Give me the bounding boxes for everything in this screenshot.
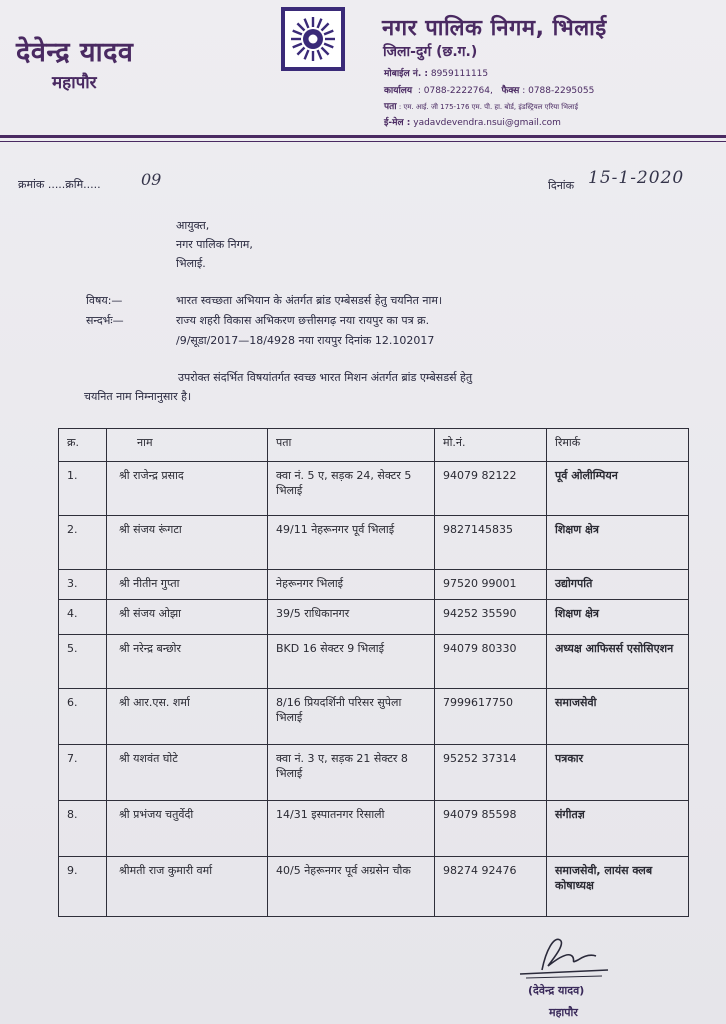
organization-name: नगर पालिक निगम, भिलाई	[382, 16, 607, 41]
mobile-line	[384, 66, 488, 79]
header-address: पता	[268, 429, 435, 462]
cell-name: श्री आर.एस. शर्मा	[107, 689, 268, 745]
subject-label: विषय:—	[86, 294, 123, 307]
mayor-post: महापौर	[52, 73, 97, 93]
cell-remark: उद्योगपति	[547, 570, 689, 600]
cell-remark: समाजसेवी	[547, 689, 689, 745]
cell-remark: पत्रकार	[547, 745, 689, 801]
recipient-line: आयुक्त,	[176, 219, 210, 232]
ref-label: क्रमांक .....क्रमि.....	[18, 178, 101, 191]
cell-mobile: 7999617750	[435, 689, 547, 745]
cell-remark: संगीतज्ञ	[547, 801, 689, 857]
cell-address: 49/11 नेहरूनगर पूर्व भिलाई	[268, 516, 435, 570]
header-rule	[0, 135, 726, 138]
recipient-line: नगर पालिक निगम,	[176, 238, 253, 251]
table-row	[59, 462, 689, 516]
cell-remark: समाजसेवी, लायंस क्लब कोषाध्यक्ष	[547, 857, 689, 917]
cell-sn: 8.	[59, 801, 107, 857]
address-text: : एम. आई. जी 175-176 एम. पी. हा. बोर्ड, इंडस्ट्रियल एरिया भिलाई	[398, 103, 579, 111]
mobile-label: मोबाईल नं. :	[384, 69, 428, 79]
recipient-line: भिलाई.	[176, 257, 206, 270]
cell-remark: पूर्व ओलीम्पियन	[547, 462, 689, 516]
cell-address: 8/16 प्रियदर्शिनी परिसर सुपेला भिलाई	[268, 689, 435, 745]
table-header-row	[59, 429, 689, 462]
header-rule-thin	[0, 141, 726, 142]
fax-number: : 0788-2295055	[522, 86, 595, 96]
header-sn: क्र.	[59, 429, 107, 462]
email-address: yadavdevendra.nsui@gmail.com	[413, 118, 561, 128]
cell-address: 40/5 नेहरूनगर पूर्व अग्रसेन चौक	[268, 857, 435, 917]
subject-text: भारत स्वच्छता अभियान के अंतर्गत ब्रांड एम्बेसडर्स हेतु चयनित नाम।	[176, 294, 443, 307]
header-mobile: मो.नं.	[435, 429, 547, 462]
office-phone: : 0788-2222764,	[417, 86, 493, 96]
cell-mobile: 98274 92476	[435, 857, 547, 917]
municipal-emblem-icon	[281, 7, 345, 71]
cell-sn: 7.	[59, 745, 107, 801]
header-remark: रिमार्क	[547, 429, 689, 462]
date-value: 15-1-2020	[588, 168, 685, 188]
cell-sn: 2.	[59, 516, 107, 570]
cell-name: श्री प्रभंजय चतुर्वेदी	[107, 801, 268, 857]
email-label: ई-मेल :	[384, 118, 411, 128]
cell-mobile: 97520 99001	[435, 570, 547, 600]
reference-text: राज्य शहरी विकास अभिकरण छत्तीसगढ़ नया रायपुर का पत्र क्र.	[176, 314, 430, 327]
cell-mobile: 9827145835	[435, 516, 547, 570]
cell-name: श्री यशवंत घोटे	[107, 745, 268, 801]
ref-number: 09	[141, 170, 162, 189]
cell-mobile: 94079 82122	[435, 462, 547, 516]
cell-sn: 6.	[59, 689, 107, 745]
cell-address: 14/31 इस्पातनगर रिसाली	[268, 801, 435, 857]
signatory-name: (देवेन्द्र यादव)	[528, 984, 585, 997]
table-row	[59, 570, 689, 600]
table-row	[59, 516, 689, 570]
cell-mobile: 94079 80330	[435, 635, 547, 689]
cell-address: क्वा नं. 3 ए, सड़क 21 सेक्टर 8 भिलाई	[268, 745, 435, 801]
cell-name: श्री नीतीन गुप्ता	[107, 570, 268, 600]
cell-address: BKD 16 सेक्टर 9 भिलाई	[268, 635, 435, 689]
table-row	[59, 689, 689, 745]
email-line	[384, 115, 561, 128]
cell-address: नेहरूनगर भिलाई	[268, 570, 435, 600]
body-paragraph: उपरोक्त संदर्भित विषयांतर्गत स्वच्छ भारत मिशन अंतर्गत ब्रांड एम्बेसडर्स हेतु	[178, 371, 473, 384]
reference-text-cont: /9/सूडा/2017—18/4928 नया रायपुर दिनांक 12.102017	[176, 334, 435, 347]
cell-sn: 5.	[59, 635, 107, 689]
cell-sn: 9.	[59, 857, 107, 917]
cell-address: 39/5 राधिकानगर	[268, 600, 435, 635]
date-label: दिनांक	[548, 179, 575, 192]
cell-mobile: 95252 37314	[435, 745, 547, 801]
signatory-post: महापौर	[549, 1006, 578, 1019]
cell-name: श्री राजेन्द्र प्रसाद	[107, 462, 268, 516]
cell-mobile: 94079 85598	[435, 801, 547, 857]
cell-sn: 1.	[59, 462, 107, 516]
table-row	[59, 600, 689, 635]
cell-name: श्री संजय रूंगटा	[107, 516, 268, 570]
signature-icon	[512, 930, 622, 980]
header-name: नाम	[107, 429, 268, 462]
cell-remark: शिक्षण क्षेत्र	[547, 600, 689, 635]
cell-name: श्री नरेन्द्र बन्छोर	[107, 635, 268, 689]
fax-label: फैक्स	[501, 86, 520, 96]
cell-name: श्रीमती राज कुमारी वर्मा	[107, 857, 268, 917]
cell-address: क्वा नं. 5 ए, सड़क 24, सेक्टर 5 भिलाई	[268, 462, 435, 516]
cell-sn: 3.	[59, 570, 107, 600]
reference-label: सन्दर्भः—	[86, 314, 124, 327]
mayor-name: देवेन्द्र यादव	[16, 37, 134, 68]
cell-remark: शिक्षण क्षेत्र	[547, 516, 689, 570]
office-line	[384, 83, 594, 96]
cell-mobile: 94252 35590	[435, 600, 547, 635]
table-row	[59, 745, 689, 801]
cell-sn: 4.	[59, 600, 107, 635]
district-label: जिला-दुर्ग (छ.ग.)	[383, 44, 478, 60]
table-row	[59, 801, 689, 857]
ambassador-table	[58, 428, 689, 917]
office-label: कार्यालय	[384, 86, 413, 96]
cell-name: श्री संजय ओझा	[107, 600, 268, 635]
cell-remark: अध्यक्ष आफिसर्स एसोसिएशन	[547, 635, 689, 689]
table-row	[59, 857, 689, 917]
mobile-number: 8959111115	[430, 69, 489, 79]
address-label: पता	[384, 102, 397, 112]
address-line	[384, 99, 578, 112]
body-paragraph-cont: चयनित नाम निम्नानुसार है।	[84, 390, 192, 403]
table-row	[59, 635, 689, 689]
